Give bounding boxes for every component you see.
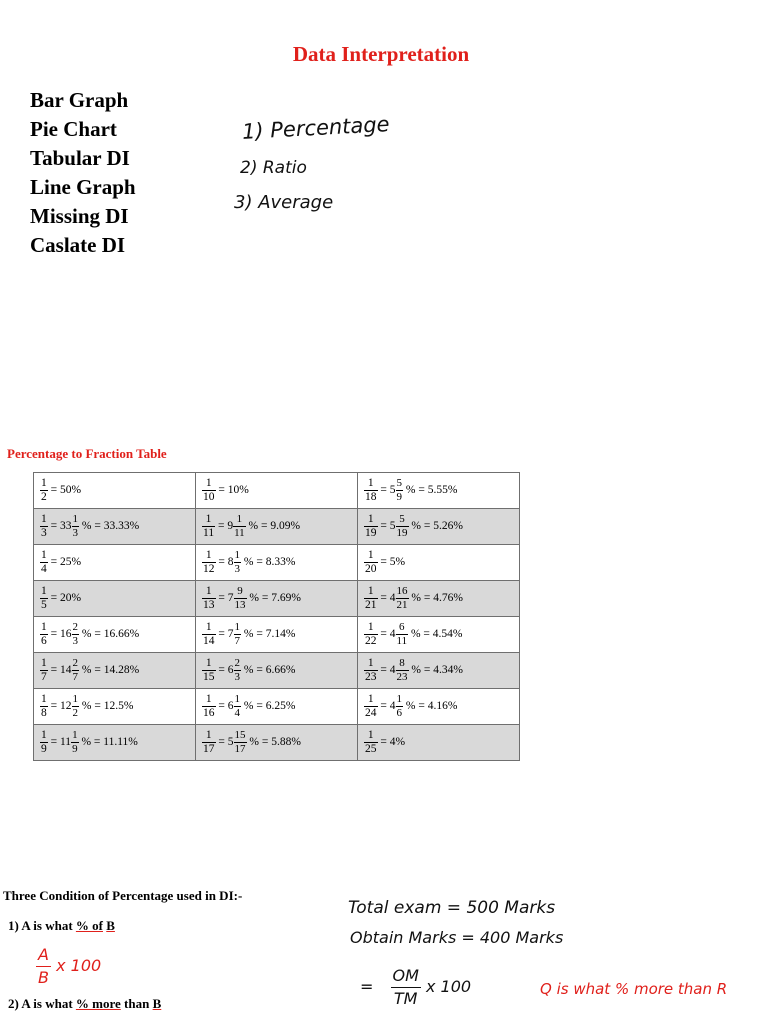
mixed-fraction [72, 513, 80, 540]
hw-numerator: OM [391, 965, 421, 988]
table-cell [196, 617, 358, 653]
table-cell [196, 545, 358, 581]
percent-value: % = 4.76% [411, 592, 463, 605]
mixed-fraction [396, 513, 409, 540]
mixed-whole: = 4 [380, 592, 396, 605]
fraction [40, 585, 48, 612]
table-cell [196, 473, 358, 509]
di-types-list [30, 86, 136, 260]
conditions-title: Three Condition of Percentage used in DI:- [3, 888, 243, 903]
mixed-fraction [234, 621, 242, 648]
mixed-whole: = 6 [218, 664, 234, 677]
fraction-denominator: 12 [203, 563, 215, 575]
fraction-numerator: 1 [41, 477, 47, 489]
fraction [202, 729, 216, 756]
mixed-fraction [72, 657, 80, 684]
mixed-numerator: 1 [234, 621, 240, 633]
mixed-fraction [234, 693, 242, 720]
fraction-denominator: 9 [41, 743, 47, 755]
fraction-denominator: 21 [365, 599, 377, 611]
mixed-fraction [233, 513, 246, 540]
fraction-numerator: 1 [202, 549, 216, 563]
percent-value: % = 12.5% [81, 700, 134, 713]
fraction-denominator: 14 [203, 635, 215, 647]
table-cell [34, 545, 196, 581]
di-type-item: Bar Graph [30, 88, 129, 112]
mixed-whole: = 11 [50, 736, 72, 749]
mixed-whole: = 16 [50, 628, 72, 641]
mixed-fraction [396, 585, 409, 612]
condition-1-text: 1) A is what [8, 918, 76, 933]
fraction-numerator: 1 [202, 477, 216, 491]
fraction-denominator: 4 [41, 563, 47, 575]
mixed-denominator: 3 [72, 635, 78, 647]
table-cell [358, 581, 520, 617]
hw-fraction [391, 965, 421, 1010]
table-cell [196, 689, 358, 725]
mixed-denominator: 9 [396, 491, 402, 503]
mixed-numerator: 1 [72, 513, 78, 525]
fraction [364, 621, 378, 648]
hw-denominator: TM [393, 989, 418, 1008]
table-cell [196, 509, 358, 545]
table-cell [358, 509, 520, 545]
fraction-numerator: 1 [364, 585, 378, 599]
mixed-denominator: 3 [234, 671, 240, 683]
table-cell [34, 689, 196, 725]
mixed-numerator: 9 [234, 585, 247, 599]
fraction-numerator: 1 [41, 549, 47, 561]
fraction-numerator: 1 [202, 585, 216, 599]
mixed-fraction [234, 657, 242, 684]
table-cell [34, 617, 196, 653]
table-row [34, 653, 520, 689]
percent-value: % = 4.16% [405, 700, 458, 713]
table-cell [358, 545, 520, 581]
mixed-denominator: 9 [72, 743, 78, 755]
mixed-whole: = 5 [218, 736, 234, 749]
fraction-denominator: 2 [41, 491, 47, 503]
fraction-numerator: 1 [202, 693, 216, 707]
fraction-denominator: 18 [365, 491, 377, 503]
mixed-denominator: 13 [234, 599, 246, 611]
fraction-numerator: 1 [364, 657, 378, 671]
percent-value: % = 4.54% [410, 628, 463, 641]
mixed-numerator: 5 [396, 513, 409, 527]
percent-value: % = 11.11% [81, 736, 138, 749]
percent-value: = 20% [50, 592, 82, 605]
fraction [40, 657, 48, 684]
condition-1-formula [36, 944, 101, 989]
mixed-numerator: 16 [396, 585, 408, 597]
fraction-denominator: 23 [365, 671, 377, 683]
mixed-fraction [396, 477, 404, 504]
mixed-numerator: 6 [396, 621, 409, 635]
table-cell [358, 473, 520, 509]
percent-value: % = 4.34% [411, 664, 463, 677]
mixed-numerator: 2 [72, 657, 78, 669]
hw-question: Q is what % more than R [540, 980, 728, 998]
fraction-numerator: 1 [41, 657, 47, 669]
condition-1-pct: % of [75, 918, 103, 933]
percent-value: % = 9.09% [248, 520, 301, 533]
formula-fraction [36, 944, 51, 989]
fraction [364, 513, 378, 540]
mixed-denominator: 11 [234, 527, 245, 539]
fraction [364, 585, 378, 612]
mixed-numerator: 1 [72, 729, 78, 741]
fraction-numerator: 1 [41, 585, 47, 597]
di-type-item: Caslate DI [30, 233, 126, 257]
fraction-denominator: 8 [41, 707, 47, 719]
mixed-whole: = 12 [50, 700, 72, 713]
fraction [40, 477, 48, 504]
fraction-numerator: 1 [364, 549, 378, 563]
mixed-denominator: 3 [234, 563, 240, 575]
table-cell [34, 725, 196, 761]
mixed-denominator: 11 [396, 635, 408, 647]
mixed-fraction [396, 621, 409, 648]
mixed-numerator: 1 [234, 549, 240, 561]
condition-2-text: 2) A is what [8, 996, 76, 1011]
fraction [202, 693, 216, 720]
fraction-numerator: 1 [202, 657, 216, 671]
mixed-denominator: 6 [396, 707, 402, 719]
fraction [364, 657, 378, 684]
hw-total-exam: Total exam = 500 Marks [348, 898, 556, 918]
mixed-fraction [234, 729, 247, 756]
table-title: Percentage to Fraction Table [7, 446, 167, 461]
fraction-denominator: 19 [365, 527, 377, 539]
mixed-whole: = 4 [380, 700, 396, 713]
percent-value: = 25% [50, 556, 82, 569]
condition-2 [8, 996, 161, 1012]
mixed-fraction [234, 549, 242, 576]
mixed-numerator: 5 [396, 477, 402, 489]
percent-value: % = 8.33% [243, 556, 296, 569]
mixed-denominator: 21 [396, 599, 408, 611]
table-row [34, 473, 520, 509]
condition-2-pct: % more [75, 996, 121, 1011]
table-row [34, 581, 520, 617]
mixed-whole: = 5 [380, 520, 396, 533]
percent-value: = 10% [218, 484, 249, 497]
table-cell [358, 725, 520, 761]
percentage-fraction-table [33, 472, 520, 761]
fraction-numerator: 1 [202, 729, 216, 743]
percent-value: % = 5.55% [405, 484, 458, 497]
fraction-denominator: 24 [365, 707, 377, 719]
hw-obtain-marks: Obtain Marks = 400 Marks [350, 928, 564, 947]
mixed-denominator: 17 [234, 743, 246, 755]
percent-value: % = 16.66% [81, 628, 140, 641]
table-cell [34, 509, 196, 545]
fraction-denominator: 3 [41, 527, 47, 539]
table-cell [34, 473, 196, 509]
table-cell [196, 725, 358, 761]
di-type-item: Line Graph [30, 175, 136, 199]
mixed-numerator: 1 [396, 693, 402, 705]
fraction-numerator: 1 [41, 693, 47, 705]
page-title: Data Interpretation [292, 42, 470, 66]
condition-1 [8, 918, 115, 934]
di-type-item: Pie Chart [30, 117, 117, 141]
fraction [364, 729, 378, 756]
di-type-item: Missing DI [30, 204, 129, 228]
condition-2-mid: than [120, 996, 153, 1011]
mixed-numerator: 1 [234, 693, 240, 705]
mixed-numerator: 2 [72, 621, 78, 633]
mixed-denominator: 7 [234, 635, 240, 647]
mixed-denominator: 2 [72, 707, 78, 719]
fraction-denominator: 25 [365, 743, 377, 755]
table-cell [196, 581, 358, 617]
condition-1-b: B [106, 918, 115, 933]
percent-value: % = 7.14% [243, 628, 296, 641]
hw-eq-sign: = [360, 977, 374, 996]
percent-value: = 50% [50, 484, 82, 497]
hw-om-formula [360, 965, 471, 1010]
fraction [202, 513, 215, 540]
formula-denominator: B [38, 968, 49, 987]
mixed-denominator: 7 [72, 671, 78, 683]
condition-2-b: B [152, 996, 162, 1011]
mixed-fraction [234, 585, 247, 612]
mixed-whole: = 33 [50, 520, 72, 533]
note-ratio: 2) Ratio [240, 158, 307, 178]
table-row [34, 545, 520, 581]
fraction [40, 693, 48, 720]
mixed-denominator: 3 [72, 527, 78, 539]
percent-value: = 5% [380, 556, 406, 569]
fraction-numerator: 1 [41, 621, 47, 633]
fraction [202, 477, 216, 504]
fraction-denominator: 10 [203, 491, 215, 503]
fraction [364, 693, 378, 720]
mixed-fraction [72, 693, 80, 720]
fraction-numerator: 1 [364, 621, 378, 635]
table-row [34, 617, 520, 653]
table-cell [358, 653, 520, 689]
percent-value: % = 14.28% [81, 664, 140, 677]
mixed-denominator: 4 [234, 707, 240, 719]
di-type-item: Tabular DI [30, 146, 130, 170]
fraction [40, 729, 48, 756]
percent-value: % = 5.26% [411, 520, 463, 533]
mixed-numerator: 8 [396, 657, 409, 671]
mixed-numerator: 15 [234, 729, 246, 741]
mixed-whole: = 4 [380, 628, 396, 641]
fraction-numerator: 1 [364, 513, 378, 527]
mixed-whole: = 5 [380, 484, 396, 497]
fraction-numerator: 1 [202, 513, 215, 527]
fraction-numerator: 1 [202, 621, 216, 635]
fraction [202, 585, 216, 612]
table-row [34, 725, 520, 761]
fraction-numerator: 1 [41, 729, 47, 741]
fraction [40, 513, 48, 540]
mixed-numerator: 1 [233, 513, 246, 527]
table-row [34, 509, 520, 545]
fraction-denominator: 13 [203, 599, 215, 611]
fraction-denominator: 17 [203, 743, 215, 755]
mixed-whole: = 9 [217, 520, 234, 533]
fraction [364, 549, 378, 576]
fraction [40, 621, 48, 648]
fraction-numerator: 1 [364, 693, 378, 707]
mixed-whole: = 4 [380, 664, 396, 677]
fraction-numerator: 1 [364, 729, 378, 743]
fraction [364, 477, 378, 504]
mixed-numerator: 1 [72, 693, 78, 705]
table-cell [358, 617, 520, 653]
note-average: 3) Average [234, 192, 334, 213]
fraction-denominator: 5 [41, 599, 47, 611]
note-percentage: 1) Percentage [241, 112, 391, 144]
hw-multiplier: x 100 [426, 977, 472, 996]
mixed-fraction [396, 693, 404, 720]
mixed-whole: = 7 [218, 628, 234, 641]
mixed-numerator: 2 [234, 657, 240, 669]
table-cell [34, 581, 196, 617]
mixed-fraction [72, 621, 80, 648]
formula-numerator: A [36, 944, 51, 967]
table-cell [196, 653, 358, 689]
mixed-whole: = 8 [218, 556, 234, 569]
mixed-denominator: 19 [396, 527, 408, 539]
fraction-denominator: 6 [41, 635, 47, 647]
fraction-denominator: 11 [203, 527, 215, 539]
table-cell [358, 689, 520, 725]
mixed-denominator: 23 [396, 671, 408, 683]
percent-value: % = 6.25% [243, 700, 296, 713]
formula-multiplier: x 100 [56, 956, 102, 975]
mixed-fraction [396, 657, 409, 684]
table-row [34, 689, 520, 725]
mixed-whole: = 14 [50, 664, 72, 677]
percent-value: % = 33.33% [81, 520, 140, 533]
fraction-denominator: 22 [365, 635, 377, 647]
fraction-numerator: 1 [41, 513, 47, 525]
mixed-fraction [71, 729, 79, 756]
fraction [202, 549, 216, 576]
percent-value: % = 5.88% [249, 736, 301, 749]
fraction-numerator: 1 [364, 477, 378, 491]
table-cell [34, 653, 196, 689]
fraction [202, 621, 216, 648]
mixed-whole: = 6 [218, 700, 234, 713]
percent-value: % = 6.66% [243, 664, 296, 677]
fraction [202, 657, 216, 684]
fraction-denominator: 20 [365, 563, 377, 575]
fraction [40, 549, 48, 576]
fraction-denominator: 16 [203, 707, 215, 719]
percent-value: % = 7.69% [249, 592, 301, 605]
fraction-denominator: 15 [203, 671, 215, 683]
mixed-whole: = 7 [218, 592, 234, 605]
percent-value: = 4% [380, 736, 406, 749]
fraction-denominator: 7 [41, 671, 47, 683]
